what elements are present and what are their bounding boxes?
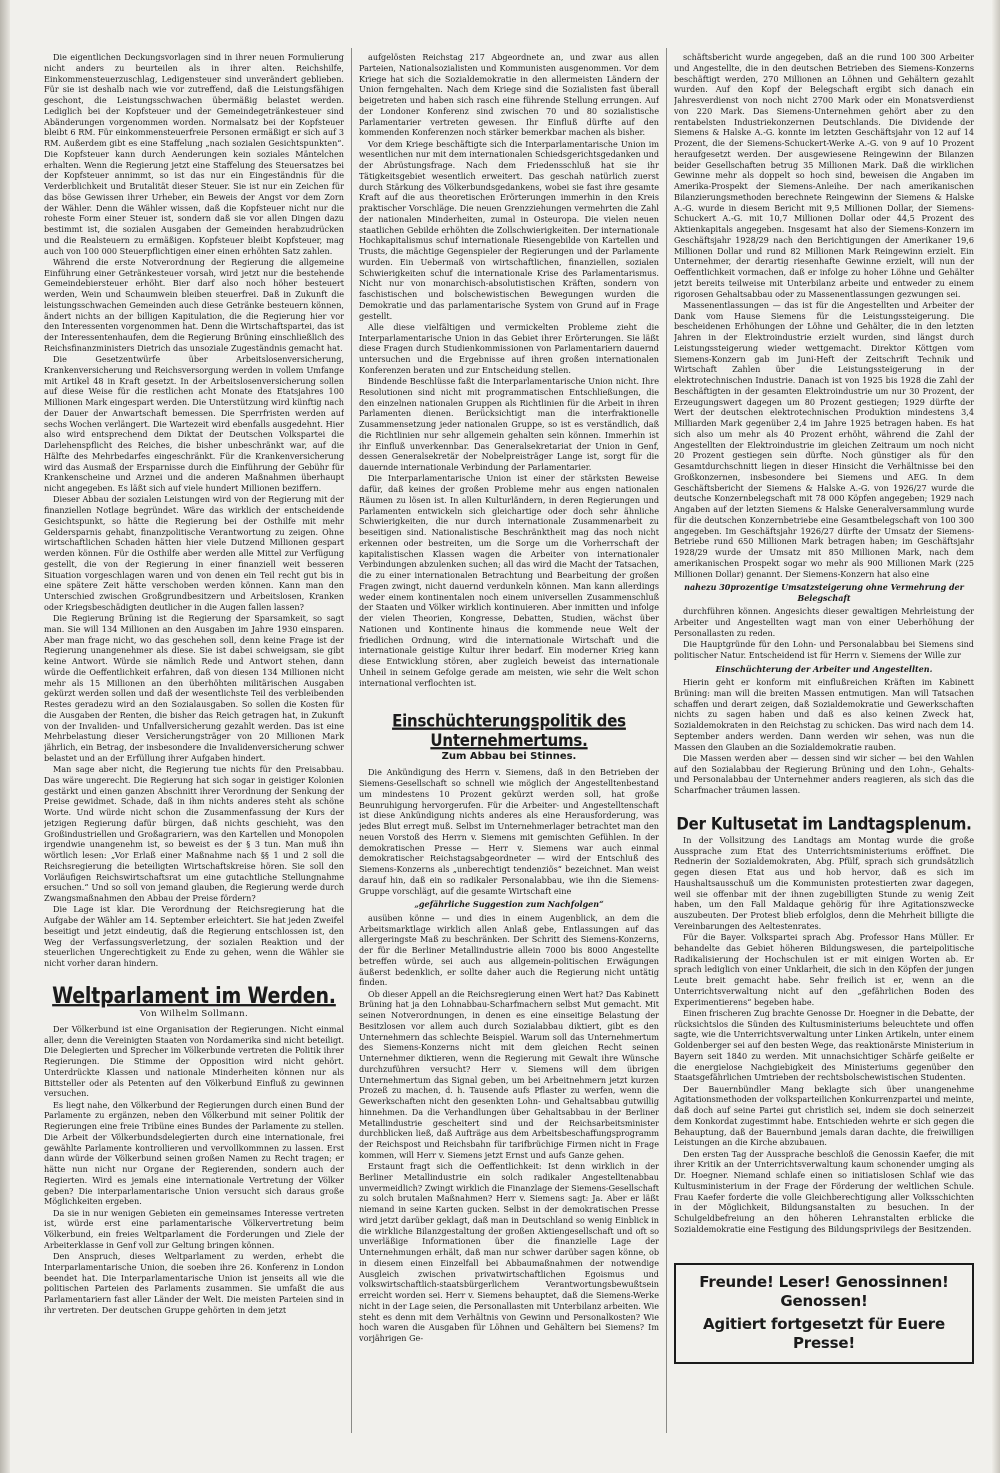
slogan-line-2: Agitiert fortgesetzt für Euere Presse!	[703, 1314, 945, 1352]
article-paragraph: In der Vollsitzung des Landtags am Montag wurde die große Aussprache zum Etat des Unterrichtsministeriums eröffnet. Die Rednerin der Sozialdemokraten, Abg. Pfülf, sprach sich grundsätzlich gegen diesen Etat aus und hob hervor, daß es sich im Haushaltsausschuß um die Kommunisten protestierten zwar dagegen, weil sie offenbar mit der ihnen zugebilligten Stunde zu wenig Zeit haben, um den Fall Maldaque gehörig für ihre Agitationszwecke auszubeuten. Der Protest blieb erfolglos, denn die Mehrheit billigte die Vereinbarungen des Aeltestenrates.	[674, 834, 974, 931]
inline-subhead: „gefährliche Suggestion zum Nachfolgen“	[414, 899, 604, 910]
inline-subhead: nahezu 30prozentige Umsatzsteigerung ohne Vermehrung der Belegschaft	[684, 582, 964, 603]
article-paragraph: Vor dem Kriege beschäftigte sich die Interparlamentarische Union im wesentlichen nur mit dem internationalen Schiedsgerichtsgedanken und der Abrüstungsfrage. Nach dem Friedensschluß hat sie ihr Tätigkeitsgebiet wesentlich erweitert. Das geschah natürlich zuerst durch Stärkung des Völkerbundsgedankens, wobei sie fast ihre gesamte Kraft auf die aus theoretischen Erörterungen immerhin in den Kreis praktischer Vorschläge. Die neuen Grenzziehungen vermehrten die Zahl der nationalen Minderheiten, zumal in Osteuropa. Die vielen neuen staatlichen Gebilde erhöhten die Zollschwierigkeiten. Der internationale Hochkapitalismus schuf internationale Riesengebilde von Kartellen und Trusts, die mächtige Gegenspieler der Regierungen und der Parlamente wurden. Ein Uebermaß von wirtschaftlichen, finanziellen, sozialen Schwierigkeiten schuf die internationale Krise des Parlamentarismus. Nicht nur von monarchisch-absolutistischen Kräften, sondern von faschistischen und bolschewistischen Bewegungen wurden die Demokratie und das parlamentarische System von Grund auf in Frage gestellt.	[359, 138, 659, 321]
article-paragraph: Die Gesetzentwürfe über Arbeitslosenversicherung, Krankenversicherung und Reichsversorgung werden in vollem Umfange mit Artikel 48 in Kraft gesetzt. In der Arbeitslosenversicherung sollen auf diese Weise für die restlichen acht Monate des Etatsjahres 100 Millionen Mark eingespart werden. Die Unterstützung wird künftig nach der Dauer der Anwartschaft bemessen. Die Sperrfristen werden auf sechs Wochen verlängert. Die Wartezeit wird ebenfalls ausgedehnt. Hier also wird entsprechend dem Diktat der Deutschen Volkspartei die Darlehenspflicht des Reiches, die bisher unbeschränkt war, auf die Hälfte des Mehrbedarfes eingeschränkt. Für die Krankenversicherung wird das Ausmaß der Ersparnisse durch die Einführung der Gebühr für Krankenscheine und Arznei und die anderen Maßnahmen überhaupt nicht angegeben. Es läßt sich auf viele hundert Millionen beziffern.	[44, 354, 344, 493]
article-paragraph: Den ersten Tag der Aussprache beschloß die Genossin Kaefer, die mit ihrer Kritik an der Unterrichtsverwaltung kaum schonender umging als Dr. Hoegner. Niemand schlafe einen so initiatislosen Schlaf wie das Kultusministerium in der Frage der Förderung der weltlichen Schule. Frau Kaefer forderte die volle Gleichberechtigung aller Volksschichten in der Möglichkeit, Bildungsanstalten zu besuchen. In der Schulgeldbefreiung an den höheren Lehranstalten erblicke die Sozialdemokratie eine Festigung des Bildungsprivilegs der Besitzenden.	[674, 1148, 974, 1234]
slogan-box	[674, 1263, 974, 1364]
article-paragraph: Der Völkerbund ist eine Organisation der Regierungen. Nicht einmal aller, denn die Vereinigten Staaten von Nordamerika sind nicht beteiligt. Die Delegierten und Sprecher im Völkerbunde vertreten die Politik ihrer Regierungen. Die Stimme der Opposition wird nicht gehört. Unterdrückte Klassen und nationale Minderheiten können nur als Bittsteller oder als Petenten auf den Völkerbund Einfluß zu gewinnen versuchen.	[44, 1023, 344, 1099]
article-paragraph: Die Ankündigung des Herrn v. Siemens, daß in den Betrieben der Siemens-Gesellschaft so schnell wie möglich der Angestelltenbestand um mindestens 10 Prozent gekürzt werden soll, hat große Beunruhigung hervorgerufen. Für die Arbeiter- und Angestelltenschaft ist diese Ankündigung nichts anderes als eine Herausforderung, was jedes Blut erregt muß. Selbst im Unternehmerlager betrachtet man den neuen Vorstoß des Herrn v. Siemens mit gemischten Gefühlen. In der demokratischen Presse — Herr v. Siemens war auch einmal demokratischer Reichstagsabgeordneter — wird der Entschluß des Siemens-Konzerns als „unberechtigt tendenziös“ bezeichnet. Man weist darauf hin, daß ein so radikaler Personalabbau, wie ihn die Siemens-Gruppe vorschlägt, auf die gesamte Wirtschaft eine	[359, 767, 659, 896]
article-paragraph: Es liegt nahe, den Völkerbund der Regierungen durch einen Bund der Parlamente zu ergänzen, neben den Völkerbund mit seiner Politik der Regierungen eine freie Tribüne eines Bundes der Parlamente zu stellen. Die Arbeit der Völkerbundsdelegierten durch eine internationale, frei gewählte Parlamente kontrollieren und vervollkommnen zu lassen. Erst dann würde der Völkerbund seinen großen Namen zu Recht tragen; er hätte nun nicht nur Organe der Regierenden, sondern auch der Regierten. Wird es jemals eine internationale Vertretung der Völker geben? Die interparlamentarische Union versucht sich daraus große Möglichkeiten ergeben.	[44, 1099, 344, 1207]
article-paragraph: Ob dieser Appell an die Reichsregierung einen Wert hat? Das Kabinett Brüning hat ja den Lohnabbau-Scharfmachern selbst Mut gemacht. Mit seinen Notverordnungen, in denen es eine einseitige Belastung der Besitzlosen vor allem auch durch Sozialabbau diktiert, gibt es den Unternehmern das schlechte Beispiel. Warum soll das Unternehmertum des Siemens-Konzerns nicht mit dem gleichen Recht seinen Unternehmer diktieren, wenn die Regierung mit Gewalt ihre Wünsche durchzuführen versucht? Herr v. Siemens will dem übrigen Unternehmertum das Signal geben, um bei Arbeitnehmern jetzt kurzen Prozeß zu machen, d. h. Tausende aufs Pflaster zu werfen, wenn die Gewerkschaften nicht den gesenkten Lohn- und Gehaltsabbau gutwillig hinnehmen. Da die Verhandlungen über Gehaltsabbau in der Berliner Metallindustrie gescheitert sind und der Reichsarbeitsminister durchblicken ließ, daß Aufträge aus dem Arbeitsbeschaffungsprogramm der Reichspost und Reichsbahn für tarifbrüchige Firmen nicht in Frage kommen, will Herr v. Siemens jetzt Ernst und aufs Ganze gehen.	[359, 988, 659, 1160]
article-paragraph: Den Anspruch, dieses Weltparlament zu werden, erhebt die Interparlamentarische Union, die soeben ihre 26. Konferenz in London beendet hat. Die Interparlamentarische Union ist jenseits all wie die politischen Parteien des Parlaments zusammen. Sie umfaßt die aus Parlamentariern fast aller Länder der Welt. Die meisten Parteien sind in ihr vertreten. Der deutschen Gruppe gehörten in dem jetzt	[44, 1251, 344, 1315]
column-rule	[666, 48, 667, 1433]
article-paragraph: Der Bauernbündler Mang beklagte sich über unangenehme Agitationsmethoden der volksparteilichen Konkurrenzpartei und meinte, daß doch auf seine Partei gut christlich sei, indem sie doch seinerzeit dem Konkordat zugestimmt habe. Entschieden wehrte er sich gegen die Behauptung, daß der Bauernbund jemals daran dachte, die freiwilligen Leistungen an die Kirche abzubauen.	[674, 1083, 974, 1148]
article-paragraph: Alle diese vielfältigen und vermickelten Probleme zieht die Interparlamentarische Union in das Gebiet ihrer Erörterungen. Sie läßt diese Fragen durch Studienkommissionen von Parlamentariern dauernd untersuchen und die Ergebnisse auf ihren großen internationalen Konferenzen beraten und zur Entscheidung stellen.	[359, 321, 659, 375]
scan-edge-left	[0, 0, 10, 1473]
article-paragraph: Man sage aber nicht, die Regierung tue nichts für den Preisabbau. Das wäre ungerecht. Die Regierung hat sich sogar in geistiger Kolonien gestärkt und einen ganzen Abschnitt ihrer Verordnung der Senkung der Preise gewidmet. Schade, daß in ihm nichts anderes steht als schöne Worte. Und würde nicht schon die Zusammenfassung der Kurs der jetzigen Regierung dafür bürgen, daß nichts geschieht, was den Großindustriellen und Großagrariern, was den Kartellen und Monopolen irgendwie unangenehm ist, so beweist es der § 3 tun. Man muß ihn wörtlich lesen: „Vor Erlaß einer Maßnahme nach §§ 1 und 2 soll die Reichsregierung die beteiligten Wirtschaftskreise hören. Sie soll den Vorläufigen Reichswirtschaftsrat um eine gutachtliche Stellungnahme ersuchen.“ Und so soll von jemand glauben, die Regierung werde durch Zwangsmaßnahmen den Abbau der Preise fördern?	[44, 764, 344, 903]
slogan-line-1: Freunde! Leser! Genossinnen! Genossen!	[699, 1272, 949, 1310]
headline-kultusetat: Der Kultusetat im Landtagsplenum.	[676, 813, 972, 835]
inline-subhead: Einschüchterung der Arbeiter und Angestellten.	[715, 663, 933, 674]
article-paragraph: Die eigentlichen Deckungsvorlagen sind in ihrer neuen Formulierung nicht anders zu beurteilen als in ihrer alten. Reichshilfe, Einkommensteuerzuschlag, Ledigensteuer sind unverändert geblieben. Für sie ist deshalb nach wie vor zutreffend, daß die Leistungsfähigen geschont, die Leistungsschwachen übermäßig belastet werden. Lediglich bei der Kopfsteuer und der Gemeindegetränkesteuer sind Abänderungen vorgenommen worden. Normalsatz bei der Kopfsteuer bleibt 6 RM. Für einkommensteuerfreie Personen ermäßigt er sich auf 3 RM. Außerdem gibt es eine Staffelung „nach sozialen Gesichtspunkten“. Die Kopfsteuer kann durch Aenderungen kein soziales Mäntelchen erhalten. Wenn die Regierung jetzt eine Staffelung des Steuersatzes bei der Kopfsteuer annimmt, so ist das nur ein Eingeständnis für die Verderblichkeit und Brutalität dieser Steuer. Sie ist nur ein Zeichen für das böse Gewissen ihrer Urheber, ein Beweis der Angst vor dem Zorn der Wähler. Denn die Wähler wissen, daß die Kopfsteuer nicht nur die roheste Form einer Steuer ist, sondern daß sie vor allen Dingen dazu bestimmt ist, die sozialen Ausgaben der Gemeinden herabzudrücken und die Realsteuern zu ermäßigen. Kopfsteuer bleibt Kopfsteuer, mag auch von 100 000 Steuerpflichtigen einer einen erhöhten Satz zahlen.	[44, 52, 344, 256]
article-paragraph: Die Massen werden aber — dessen sind wir sicher — bei den Wahlen auf den Sozialabbau der Regierung Brüning und den Lohn-, Gehalts- und Personalabbau der Unternehmer anders reagieren, als sich das die Scharfmacher träumen lassen.	[674, 752, 974, 795]
article-paragraph: Während die erste Notverordnung der Regierung die allgemeine Einführung einer Getränkesteuer vorsah, wird jetzt nur die bestehende Gemeindebiersteuer erhöht. Bier darf also noch höher besteuert werden, Wein und Schaumwein bleiben steuerfrei. Daß in Zukunft die leistungsschwachen Gemeinden auch diese Getränke besteuern können, ändert nichts an der billigen Kapitulation, die die Regierung hier vor den Interessenten vorgenommen hat. Denn die Wirtschaftspartei, das ist der Interessentenhaufen, dem die Regierung Brüning einschließlich des Reichsfinanzministers Dietrich das unsoziale Zugeständnis gemacht hat.	[44, 256, 344, 353]
article-paragraph: Für die Bayer. Volkspartei sprach Abg. Professor Hans Müller. Er behandelte das Gebiet höheren Bildungswesen, die parteipolitische Radikalisierung der Hochschulen ist er mit einigen Worten ab. Er sprach lediglich von einer Unklarheit, die sich in den Köpfen der jungen Leute breit gemacht habe. Sehr freilich ist er, wenn an die Unterrichtsverwaltung nicht auf den „gefährlichen Boden des Experimentierens“ begeben habe.	[674, 932, 974, 1007]
article-paragraph: ausüben könne — und dies in einem Augenblick, an dem die Arbeitsmarktlage wirklich allen Anlaß gebe, Entlassungen auf das allergeringste Maß zu beschränken. Der Schritt des Siemens-Konzerns, der für die Berliner Metallindustrie allein 7000 bis 8000 Angestellte betreffen würde, sei auch aus allgemein-politischen Erwägungen äußerst bedenklich, er sollte daher auch die Regierung nicht untätig finden.	[359, 912, 659, 988]
byline: Von Wilhelm Sollmann.	[139, 1008, 249, 1019]
column-rule	[351, 48, 352, 1433]
article-paragraph: Da sie in nur wenigen Gebieten ein gemeinsames Interesse vertreten ist, würde erst eine parlamentarische Völkervertretung beim Völkerbund, ein freies Weltparlament die Forderungen und Ziele der Arbeiterklasse in Genf voll zur Geltung bringen können.	[44, 1207, 344, 1250]
article-paragraph: Massenentlassungen — das ist für die Angestellten und Arbeiter der Dank vom Hause Siemens für die Leistungssteigerung. Die bescheidenen Erhöhungen der Löhne und Gehälter, die in den letzten Jahren in der Elektroindustrie erzielt wurden, sind längst durch Leistungssteigerung wieder wettgemacht. Direktor Köttgen vom Siemens-Konzern gab im Juni-Heft der Zeitschrift Technik und Wirtschaft Zahlen über die Leistungssteigerung in der elektrotechnischen Industrie. Danach ist von 1925 bis 1928 die Zahl der Beschäftigten in der gesamten Elektroindustrie um nur 30 Prozent, der Erzeugungswert dagegen um 80 Prozent gestiegen; 1929 dürfte der Wert der deutschen elektrotechnischen Produktion mindestens 3,4 Milliarden Mark gegenüber 2,4 im Jahre 1925 betragen haben. Es hat sich also um mehr als 40 Prozent erhöht, während die Zahl der Angestellten der Elektroindustrie im gleichen Zeitraum um noch nicht 20 Prozent gestiegen sein dürfte. Noch günstiger als für den Gesamtdurchschnitt liegen in dieser Hinsicht die Verhältnisse bei den Großkonzernen, insbesondere bei Siemens und AEG. In dem Geschäftsbericht der Siemens & Halske A.-G. von 1926/27 wurde die deutsche Konzernbelegschaft mit 78 000 Köpfen angegeben; 1929 nach Angaben auf der letzten Siemens & Halske Generalversammlung wurde für die deutschen Konzernbetriebe eine Gesamtbelegschaft von 100 300 angegeben. Im Geschäftsjahr 1926/27 dürfte der Umsatz der Siemens-Betriebe rund 650 Millionen Mark betragen haben; im Geschäftsjahr 1928/29 wurde der Umsatz mit 850 Millionen Mark, nach dem amerikanischen Prospekt sogar wo mehr als 900 Millionen Mark (225 Millionen Dollar) genannt. Der Siemens-Konzern hat also eine	[674, 299, 974, 579]
column-1	[44, 52, 344, 1443]
headline-einschuechterungspolitik: Einschüchterungspolitik des Unternehmertums.	[392, 710, 626, 751]
article-paragraph: Die Interparlamentarische Union ist einer der stärksten Beweise dafür, daß keines der großen Probleme mehr aus engen nationalen Räumen zu lösen ist. In allen Kulturländern, in deren Regierungen und Parlamenten entwickeln sich gleichartige oder doch sehr ähnliche Schwierigkeiten, die nur durch internationale Zusammenarbeit zu beseitigen sind. Nationalistische Beschränktheit mag das noch nicht erkennen oder bestreiten, um die Sorge um die Vorherrschaft der kapitalistischen Klassen wagen die Arbeiter von internationaler Verbindungen abzulenken suchen; all das wird die Macht der Tatsachen, die zu einer internationalen Betrachtung und Bearbeitung der großen Fragen zwingt, nicht dauernd verdunkeln können. Man kann allerdings weder einem kontinentalen noch einem universellen Zusammenschluß der Staaten und Völker wirklich kontinuieren. Aber inmitten und infolge der vielen Theorien, Kongresse, Debatten, Studien, wächst über Nationen und Kontinente hinaus die kommende neue Welt der friedlichen Ordnung, wird die internationale Wirtschaft und die internationale geistige Kultur ihrer bedarf. Ein moderner Krieg kann diese Entwicklung stören, aber zugleich beweist das internationale Unheil in seinem Gefolge gerade am meisten, wie sehr die Welt schon international verflochten ist.	[359, 473, 659, 688]
scan-edge-right	[992, 0, 1000, 1473]
subheadline: Zum Abbau bei Stinnes.	[441, 751, 577, 763]
article-paragraph: Einen frischeren Zug brachte Genosse Dr. Hoegner in die Debatte, der rücksichtslos die Sünden des Kultusministeriums beleuchtete und offen sagte, wie die Unterrichtsverwaltung unter Linken Artikeln, unter einem Goldenberger sei auf den besten Wege, das reaktionärste Ministerium in Bayern seit 1840 zu werden. Mit unnachsichtiger Schärfe geißelte er die energielose Nachgiebigkeit des Ministeriums gegenüber den Staatsgefährlichen Umtrieben der rechtsbolschewistischen Studenten.	[674, 1007, 974, 1083]
headline-weltparlament: Weltparlament im Werden.	[52, 983, 336, 1009]
article-paragraph: schäftsbericht wurde angegeben, daß an die rund 100 300 Arbeiter und Angestellte, die in den deutschen Betrieben des Siemens-Konzerns beschäftigt werden, 270 Millionen an Löhnen und Gehältern gezahlt wurden. Auf den Kopf der Belegschaft ergibt sich danach ein Jahresverdienst von noch nicht 2700 Mark oder ein Monatsverdienst von 220 Mark. Das Siemens-Unternehmen gehört aber zu den rentabelsten Industriekonzernen Deutschlands. Die Dividende der Siemens & Halske A.-G. konnte im letzten Geschäftsjahr von 12 auf 14 Prozent, die der Siemens-Schuckert-Werke A.-G. von 9 auf 10 Prozent heraufgesetzt werden. Der ausgewiesene Reingewinn der Bilanzen beider Gesellschaften betrug 35 Millionen Mark. Daß die wirklichen Gewinne mehr als doppelt so hoch sind, beweisen die Angaben im Amerika-Prospekt der Siemens-Anleihe. Der nach amerikanischen Bilanzierungsmethoden berechnete Reingewinn der Siemens & Halske A.-G. wurde in diesem Bericht mit 9,5 Millionen Dollar, der Siemens-Schuckert A.-G. mit 10,7 Millionen Dollar oder 44,5 Prozent des Aktienkapitals angegeben. Insgesamt hat also der Siemens-Konzern im Geschäftsjahr 1928/29 nach den Berichtigungen der Amerikaner 19,6 Millionen Dollar und rund 82 Millionen Mark Reingewinn erzielt. Ein Unternehmer, der derartig riesenhafte Gewinne erzielt, will nun der Oeffentlichkeit vormachen, daß er infolge zu hoher Löhne und Gehälter jetzt bereits teilweise mit Unterbilanz arbeite und entweder zu einem rigorosen Gehaltsabbau oder zu Massenentlassungen gezwungen sei.	[674, 52, 974, 299]
article-paragraph: durchführen können. Angesichts dieser gewaltigen Mehrleistung der Arbeiter und Angestellten wagt man von einer Ueberhöhung der Personallasten zu reden.	[674, 606, 974, 638]
article-paragraph: Erstaunt fragt sich die Oeffentlichkeit: Ist denn wirklich in der Berliner Metallindustrie ein solch radikaler Angestelltenabbau unvermeidlich? Zwingt wirklich die Finanzlage der Siemens-Gesellschaft zu solch brutalen Maßnahmen? Herr v. Siemens sagt: Ja. Aber er läßt niemand in seine Karten gucken. Selbst in der demokratischen Presse wird jetzt darüber geklagt, daß man in Deutschland so wenig Einblick in die wirkliche Bilanzgestaltung der großen Aktiengesellschaft und oft so unverläßige Informationen über die finanzielle Lage der Unternehmungen erhält, daß man nur schwer darüber sagen könne, ob in diesem einen Einzelfall bei Abbaumaßnahmen der notwendige Ausgleich zwischen privatwirtschaftlichen Egoismus und volkswirtschaftlich-staatsbürgerlichem Verantwortungsbewußtsein erreicht worden sei. Herr v. Siemens behauptet, daß die Siemens-Werke nicht in der Lage seien, die Personallasten mit Unterbilanz arbeiten. Wie steht es denn mit dem Verhältnis von Gewinn und Personalkosten? Wie hoch waren die Ausgaben für Löhnen und Gehältern bei Siemens? Im vorjährigen Ge-	[359, 1161, 659, 1343]
article-paragraph: Die Hauptgründe für den Lohn- und Personalabbau bei Siemens sind politischer Natur. Entscheidend ist für Herrn v. Siemens der Wille zur	[674, 639, 974, 660]
article-paragraph: Die Lage ist klar. Die Verordnung der Reichsregierung hat die Aufgabe der Wähler am 14. September erleichtert. Sie hat jeden Zweifel beseitigt und jetzt eindeutig, daß die Regierung entschlossen ist, den Weg der Verfassungsverletzung, der sozialen Reaktion und der steuerlichen Ungerechtigkeit zu Ende zu gehen, wenn die Wähler sie nicht vorher daran hindern.	[44, 904, 344, 968]
article-paragraph: Die Regierung Brüning ist die Regierung der Sparsamkeit, so sagt man. Sie will 134 Millionen an den Ausgaben im Jahre 1930 einsparen. Aber man frage nicht, wo das geschehen soll, denn keine Frage ist der Regierung unangenehmer als diese. Sie ist dabei schweigsam, sie gibt keine Antwort. Würde sie nämlich Rede und Antwort stehen, dann würde die Oeffentlichkeit erfahren, daß von diesen 134 Millionen nicht mehr als 15 Millionen an den überhöhten militärischen Ausgaben gekürzt werden sollen und daß der wesentlichste Teil des verbleibenden Restes geradezu wird an den Sozialausgaben. So sollen die Kosten für die Ausgaben der Renten, die bisher das Reich getragen hat, in Zukunft von der Invaliden- und Unfallversicherung gezahlt werden. Das ist eine Mehrbelastung dieser Versicherungsträger von 20 Millionen Mark jährlich, ein Betrag, der insbesondere die Invalidenversicherung schwer belastet und an der Erfüllung ihrer Aufgaben hindert.	[44, 613, 344, 763]
column-3	[674, 52, 974, 1443]
article-paragraph: Dieser Abbau der sozialen Leistungen wird von der Regierung mit der finanziellen Notlage begründet. Wäre das wirklich der entscheidende Gesichtspunkt, so hätte die Regierung bei der Osthilfe mit mehr Geldersparnis gehabt, finanzpolitische Verantwortung zu zeigen. Ohne wirtschaftlichen Schaden hätten hier viele Dutzend Millionen gespart werden können. Für die Osthilfe aber werden alle Mittel zur Verfügung gestellt, die von der Regierung in einer finanziell weit besseren Situation vorgeschlagen waren und von denen ein Teil recht gut bis in eine spätere Zeit hätte verschoben werden können. Kann man den Unterschied zwischen Großgrundbesitzern und Arbeitslosen, Kranken oder Kriegsbeschädigten deutlicher in die Augen fallen lassen?	[44, 494, 344, 612]
article-paragraph: aufgelösten Reichstag 217 Abgeordnete an, und zwar aus allen Parteien, Nationalsozialisten und Kommunisten ausgenommen. Vor dem Kriege hat sich die Sozialdemokratie in den allermeisten Ländern der Union ferngehalten. Nach dem Kriege sind die Sozialisten fast überall beigetreten und haben sich rasch eine führende Stellung errungen. Auf der Londoner Konferenz sind zwischen 70 und 80 sozialistische Parlamentarier vertreten gewesen. Ihr Einfluß dürfte auf den kommenden Konferenzen noch stärker bemerkbar machen als bisher.	[359, 52, 659, 138]
article-paragraph: Bindende Beschlüsse faßt die Interparlamentarische Union nicht. Ihre Resolutionen sind nicht mit programmatischen Entschließungen, die den einzelnen nationalen Gruppen als Richtlinien für die Arbeit in ihren Parlamenten dienen. Berücksichtigt man die interfraktionelle Zusammensetzung jeder nationalen Gruppe, so ist es verständlich, daß die Richtlinien nur sehr allgemein gehalten sein können. Immerhin ist ihr Einfluß unverkennbar. Das Generalsekretariat der Union in Genf, dessen Generalsekretär der Nobelpreisträger Lange ist, sorgt für die dauernde internationale Verbindung der Parlamentarier.	[359, 376, 659, 472]
article-paragraph: Hierin geht er konform mit einflußreichen Kräften im Kabinett Brüning: man will die breiten Massen entmutigen. Man will Tatsachen schaffen und derart zeigen, daß Sozialdemokratie und Gewerkschaften nichts zu sagen haben und daß es also keinen Zweck hat, Sozialdemokraten in den Reichstag zu schicken. Das wird nach dem 14. September anders werden. Dann werden wir sehen, was nun die Massen den Glauben an die Sozialdemokratie rauben.	[674, 677, 974, 752]
column-2	[359, 52, 659, 1443]
